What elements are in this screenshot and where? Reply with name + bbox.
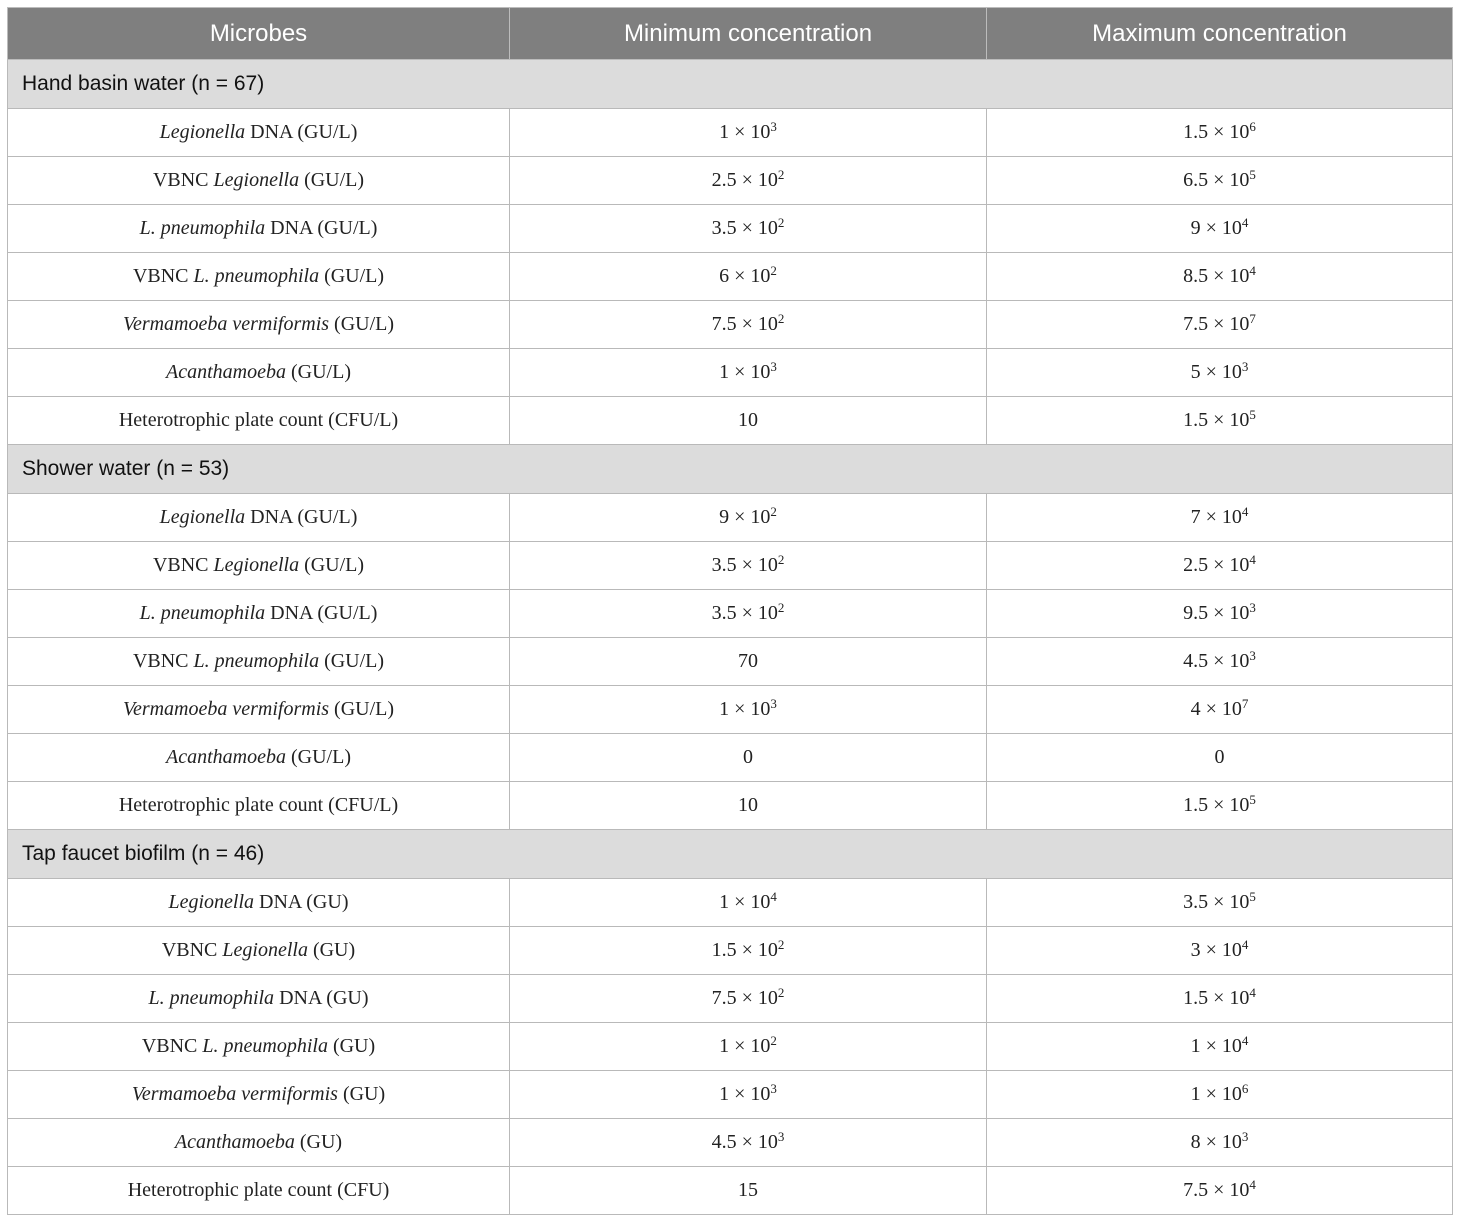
scientific-value <box>719 1035 777 1057</box>
minimum-concentration-cell <box>510 494 987 542</box>
exponent: 4 <box>1241 1033 1249 1048</box>
maximum-concentration-cell <box>987 1119 1453 1167</box>
table-row <box>8 1071 1453 1119</box>
exponent: 4 <box>770 889 777 904</box>
minimum-concentration-cell <box>510 205 987 253</box>
scientific-value <box>1183 602 1256 624</box>
section-title: Shower water (n = 53) <box>8 445 1453 494</box>
maximum-concentration-cell <box>987 494 1453 542</box>
table-row <box>8 782 1453 830</box>
times-ten: × 10 <box>1208 987 1250 1009</box>
microbe-cell <box>8 879 510 927</box>
scientific-value <box>1183 1179 1256 1201</box>
times-ten: × 10 <box>729 506 771 528</box>
microbe-text: (GU/L) <box>286 361 351 383</box>
microbe-cell <box>8 782 510 830</box>
microbe-text: (GU/L) <box>286 746 351 768</box>
table-row <box>8 879 1453 927</box>
scientific-value <box>712 1131 785 1153</box>
mantissa: 1 <box>719 361 730 383</box>
minimum-concentration-cell <box>510 686 987 734</box>
maximum-concentration-cell <box>987 542 1453 590</box>
microbe-text: VBNC <box>141 1035 203 1057</box>
microbe-name-italic: Legionella <box>213 169 300 191</box>
times-ten: × 10 <box>1200 217 1242 239</box>
mantissa: 9.5 <box>1183 602 1209 624</box>
mantissa: 7 <box>1190 506 1201 528</box>
section-header-row <box>8 445 1453 494</box>
scientific-value <box>712 217 785 239</box>
mantissa: 9 <box>1190 217 1201 239</box>
microbe-text: Heterotrophic plate count (CFU/L) <box>118 794 399 816</box>
exponent: 7 <box>1241 696 1249 711</box>
microbe-name-italic: Vermamoeba vermiformis <box>131 1083 338 1105</box>
times-ten: × 10 <box>729 121 771 143</box>
exponent: 2 <box>777 167 785 182</box>
mantissa: 8.5 <box>1183 265 1209 287</box>
table-row <box>8 349 1453 397</box>
scientific-value <box>1183 121 1256 143</box>
scientific-value <box>1183 650 1256 672</box>
table-row <box>8 542 1453 590</box>
mantissa: 6 <box>719 265 730 287</box>
exponent: 6 <box>1241 1081 1249 1096</box>
minimum-concentration-cell <box>510 782 987 830</box>
minimum-concentration-cell <box>510 397 987 445</box>
microbe-text: DNA (GU/L) <box>245 506 358 528</box>
minimum-concentration-cell <box>510 638 987 686</box>
microbe-cell <box>8 494 510 542</box>
value-text: 70 <box>738 650 758 672</box>
mantissa: 1 <box>1190 1035 1201 1057</box>
microbe-name-italic: Legionella <box>222 939 308 961</box>
minimum-concentration-cell <box>510 1167 987 1215</box>
exponent: 2 <box>777 552 785 567</box>
microbe-cell <box>8 1023 510 1071</box>
concentration-table <box>7 7 1453 1215</box>
microbe-text: (GU) <box>337 1083 386 1105</box>
microbe-text: DNA (GU/L) <box>265 217 378 239</box>
microbe-text: (GU) <box>294 1131 343 1153</box>
mantissa: 7.5 <box>1183 1179 1209 1201</box>
microbe-name-italic: Legionella <box>159 121 246 143</box>
times-ten: × 10 <box>1208 554 1250 576</box>
maximum-concentration-cell <box>987 301 1453 349</box>
times-ten: × 10 <box>1208 121 1250 143</box>
exponent: 2 <box>777 600 785 615</box>
times-ten: × 10 <box>1208 891 1250 913</box>
microbe-cell <box>8 975 510 1023</box>
maximum-concentration-cell <box>987 397 1453 445</box>
microbe-text: VBNC <box>152 169 214 191</box>
mantissa: 1 <box>719 891 730 913</box>
times-ten: × 10 <box>1208 265 1250 287</box>
scientific-value <box>1191 217 1249 239</box>
scientific-value <box>712 987 785 1009</box>
microbe-text: DNA (GU) <box>274 987 369 1009</box>
exponent: 4 <box>1249 1177 1256 1192</box>
scientific-value <box>1183 409 1256 431</box>
times-ten: × 10 <box>1208 409 1250 431</box>
maximum-concentration-cell <box>987 109 1453 157</box>
maximum-concentration-cell <box>987 253 1453 301</box>
times-ten: × 10 <box>736 939 778 961</box>
mantissa: 2.5 <box>1183 554 1209 576</box>
table-header <box>8 8 1453 60</box>
microbe-text: DNA (GU) <box>254 891 349 913</box>
microbe-cell <box>8 1167 510 1215</box>
exponent: 5 <box>1249 889 1256 904</box>
minimum-concentration-cell <box>510 975 987 1023</box>
microbe-text: Heterotrophic plate count (CFU/L) <box>118 409 399 431</box>
header-maximum-concentration: Maximum concentration <box>987 8 1453 60</box>
table-row <box>8 253 1453 301</box>
times-ten: × 10 <box>1208 169 1250 191</box>
scientific-value <box>1191 939 1249 961</box>
exponent: 3 <box>777 1129 785 1144</box>
microbe-cell <box>8 1071 510 1119</box>
maximum-concentration-cell <box>987 157 1453 205</box>
microbe-text: (GU) <box>307 939 356 961</box>
minimum-concentration-cell <box>510 879 987 927</box>
scientific-value <box>1183 794 1256 816</box>
scientific-value <box>1183 313 1256 335</box>
times-ten: × 10 <box>1200 1131 1242 1153</box>
minimum-concentration-cell <box>510 1071 987 1119</box>
times-ten: × 10 <box>729 698 771 720</box>
microbe-text: VBNC <box>161 939 223 961</box>
times-ten: × 10 <box>736 169 778 191</box>
mantissa: 3.5 <box>711 602 737 624</box>
table-row <box>8 301 1453 349</box>
times-ten: × 10 <box>729 1035 771 1057</box>
maximum-concentration-cell <box>987 638 1453 686</box>
microbe-cell <box>8 349 510 397</box>
times-ten: × 10 <box>1200 361 1242 383</box>
microbe-text: (GU) <box>327 1035 376 1057</box>
exponent: 2 <box>777 985 785 1000</box>
mantissa: 4 <box>1190 698 1201 720</box>
exponent: 3 <box>1249 648 1256 663</box>
maximum-concentration-cell <box>987 349 1453 397</box>
exponent: 5 <box>1249 167 1256 182</box>
section-title: Hand basin water (n = 67) <box>8 60 1453 109</box>
exponent: 4 <box>1241 215 1249 230</box>
mantissa: 1 <box>719 698 730 720</box>
maximum-concentration-cell <box>987 1023 1453 1071</box>
microbe-name-italic: L. pneumophila <box>193 265 320 287</box>
microbe-name-italic: Acanthamoeba <box>166 361 286 383</box>
minimum-concentration-cell <box>510 349 987 397</box>
maximum-concentration-cell <box>987 879 1453 927</box>
microbe-cell <box>8 686 510 734</box>
microbe-name-italic: Acanthamoeba <box>166 746 286 768</box>
times-ten: × 10 <box>729 891 771 913</box>
microbe-text: (GU/L) <box>319 265 385 287</box>
times-ten: × 10 <box>736 217 778 239</box>
exponent: 3 <box>770 359 777 374</box>
microbe-name-italic: L. pneumophila <box>139 602 266 624</box>
exponent: 6 <box>1249 119 1256 134</box>
mantissa: 7.5 <box>1183 313 1209 335</box>
exponent: 3 <box>770 119 777 134</box>
exponent: 2 <box>777 215 785 230</box>
microbe-text: (GU/L) <box>299 554 365 576</box>
table-row <box>8 686 1453 734</box>
times-ten: × 10 <box>1200 1035 1242 1057</box>
times-ten: × 10 <box>1208 313 1250 335</box>
scientific-value <box>1183 891 1256 913</box>
microbe-name-italic: Vermamoeba vermiformis <box>122 698 330 720</box>
microbe-name-italic: L. pneumophila <box>202 1035 328 1057</box>
times-ten: × 10 <box>1208 794 1250 816</box>
exponent: 2 <box>777 937 785 952</box>
scientific-value <box>719 891 777 913</box>
exponent: 4 <box>1249 263 1256 278</box>
maximum-concentration-cell <box>987 927 1453 975</box>
minimum-concentration-cell <box>510 542 987 590</box>
exponent: 4 <box>1249 552 1256 567</box>
mantissa: 3 <box>1190 939 1201 961</box>
table-row <box>8 205 1453 253</box>
scientific-value <box>712 169 785 191</box>
microbe-name-italic: Legionella <box>213 554 300 576</box>
mantissa: 7.5 <box>711 987 737 1009</box>
microbe-name-italic: L. pneumophila <box>148 987 275 1009</box>
times-ten: × 10 <box>729 1083 771 1105</box>
table-row <box>8 734 1453 782</box>
table-row <box>8 157 1453 205</box>
minimum-concentration-cell <box>510 590 987 638</box>
times-ten: × 10 <box>736 1131 778 1153</box>
mantissa: 1.5 <box>1183 794 1209 816</box>
mantissa: 1 <box>1190 1083 1201 1105</box>
scientific-value <box>712 602 785 624</box>
scientific-value <box>1191 506 1249 528</box>
minimum-concentration-cell <box>510 157 987 205</box>
minimum-concentration-cell <box>510 109 987 157</box>
exponent: 3 <box>1249 600 1256 615</box>
scientific-value <box>712 313 785 335</box>
maximum-concentration-cell <box>987 590 1453 638</box>
value-text: 10 <box>738 409 758 431</box>
mantissa: 1 <box>719 121 730 143</box>
scientific-value <box>719 121 777 143</box>
microbe-text: VBNC <box>132 265 194 287</box>
microbe-text: (GU/L) <box>329 313 395 335</box>
microbe-cell <box>8 734 510 782</box>
microbe-name-italic: L. pneumophila <box>193 650 320 672</box>
microbe-text: DNA (GU/L) <box>265 602 378 624</box>
microbe-cell <box>8 301 510 349</box>
exponent: 2 <box>777 311 785 326</box>
maximum-concentration-cell <box>987 975 1453 1023</box>
exponent: 2 <box>770 1033 777 1048</box>
maximum-concentration-cell <box>987 1167 1453 1215</box>
times-ten: × 10 <box>729 361 771 383</box>
minimum-concentration-cell <box>510 734 987 782</box>
times-ten: × 10 <box>736 313 778 335</box>
times-ten: × 10 <box>1200 1083 1242 1105</box>
mantissa: 3.5 <box>711 554 737 576</box>
scientific-value <box>712 554 785 576</box>
header-microbes: Microbes <box>8 8 510 60</box>
times-ten: × 10 <box>1208 650 1250 672</box>
scientific-value <box>1183 554 1256 576</box>
table-row <box>8 590 1453 638</box>
mantissa: 4.5 <box>1183 650 1209 672</box>
value-text: 10 <box>738 794 758 816</box>
minimum-concentration-cell <box>510 253 987 301</box>
exponent: 3 <box>1241 359 1249 374</box>
microbe-text: VBNC <box>152 554 214 576</box>
exponent: 3 <box>1241 1129 1249 1144</box>
table-row <box>8 109 1453 157</box>
maximum-concentration-cell <box>987 1071 1453 1119</box>
microbe-text: Heterotrophic plate count (CFU) <box>127 1179 390 1201</box>
scientific-value <box>719 265 777 287</box>
mantissa: 1.5 <box>1183 121 1209 143</box>
scientific-value <box>719 698 777 720</box>
header-row <box>8 8 1453 60</box>
microbe-name-italic: Legionella <box>159 506 246 528</box>
mantissa: 8 <box>1190 1131 1201 1153</box>
mantissa: 1.5 <box>1183 409 1209 431</box>
microbe-cell <box>8 638 510 686</box>
mantissa: 5 <box>1190 361 1201 383</box>
times-ten: × 10 <box>736 987 778 1009</box>
table-row <box>8 1119 1453 1167</box>
microbe-cell <box>8 253 510 301</box>
mantissa: 2.5 <box>711 169 737 191</box>
mantissa: 9 <box>719 506 730 528</box>
mantissa: 3.5 <box>1183 891 1209 913</box>
mantissa: 4.5 <box>711 1131 737 1153</box>
mantissa: 3.5 <box>711 217 737 239</box>
microbe-cell <box>8 1119 510 1167</box>
microbe-text: (GU/L) <box>319 650 385 672</box>
minimum-concentration-cell <box>510 1119 987 1167</box>
exponent: 5 <box>1249 407 1256 422</box>
microbe-cell <box>8 205 510 253</box>
mantissa: 1 <box>719 1083 730 1105</box>
value-text: 0 <box>1214 746 1225 768</box>
table-row <box>8 494 1453 542</box>
section-header-row <box>8 60 1453 109</box>
section-title: Tap faucet biofilm (n = 46) <box>8 830 1453 879</box>
value-text: 15 <box>738 1179 758 1201</box>
scientific-value <box>1191 1131 1249 1153</box>
scientific-value <box>719 1083 777 1105</box>
microbe-cell <box>8 397 510 445</box>
scientific-value <box>719 506 777 528</box>
maximum-concentration-cell <box>987 782 1453 830</box>
header-minimum-concentration: Minimum concentration <box>510 8 987 60</box>
table-row <box>8 927 1453 975</box>
mantissa: 1.5 <box>1183 987 1209 1009</box>
scientific-value <box>1183 169 1256 191</box>
exponent: 4 <box>1249 985 1256 1000</box>
scientific-value <box>1191 698 1249 720</box>
table-row <box>8 975 1453 1023</box>
table-row <box>8 397 1453 445</box>
section-header-row <box>8 830 1453 879</box>
maximum-concentration-cell <box>987 205 1453 253</box>
scientific-value <box>1191 1083 1249 1105</box>
times-ten: × 10 <box>729 265 771 287</box>
times-ten: × 10 <box>1208 1179 1250 1201</box>
exponent: 5 <box>1249 792 1256 807</box>
microbe-text: DNA (GU/L) <box>245 121 358 143</box>
times-ten: × 10 <box>1200 506 1242 528</box>
mantissa: 1 <box>719 1035 730 1057</box>
mantissa: 1.5 <box>711 939 737 961</box>
microbe-text: VBNC <box>132 650 194 672</box>
mantissa: 7.5 <box>711 313 737 335</box>
scientific-value <box>719 361 777 383</box>
exponent: 3 <box>770 1081 777 1096</box>
exponent: 4 <box>1241 937 1249 952</box>
times-ten: × 10 <box>1200 698 1242 720</box>
microbe-cell <box>8 590 510 638</box>
minimum-concentration-cell <box>510 927 987 975</box>
microbe-cell <box>8 109 510 157</box>
maximum-concentration-cell <box>987 734 1453 782</box>
times-ten: × 10 <box>736 554 778 576</box>
table-body <box>8 60 1453 1215</box>
minimum-concentration-cell <box>510 1023 987 1071</box>
scientific-value <box>1183 265 1256 287</box>
scientific-value <box>1191 1035 1249 1057</box>
scientific-value <box>712 939 785 961</box>
microbe-text: (GU/L) <box>329 698 395 720</box>
value-text: 0 <box>743 746 753 768</box>
microbe-cell <box>8 927 510 975</box>
microbe-name-italic: Vermamoeba vermiformis <box>122 313 330 335</box>
times-ten: × 10 <box>1200 939 1242 961</box>
microbe-name-italic: L. pneumophila <box>139 217 266 239</box>
scientific-value <box>1191 361 1249 383</box>
exponent: 2 <box>770 504 777 519</box>
scientific-value <box>1183 987 1256 1009</box>
maximum-concentration-cell <box>987 686 1453 734</box>
table-row <box>8 638 1453 686</box>
mantissa: 6.5 <box>1183 169 1209 191</box>
microbe-name-italic: Legionella <box>168 891 255 913</box>
microbe-cell <box>8 542 510 590</box>
microbe-name-italic: Acanthamoeba <box>174 1131 295 1153</box>
times-ten: × 10 <box>1208 602 1250 624</box>
exponent: 4 <box>1241 504 1249 519</box>
exponent: 7 <box>1249 311 1256 326</box>
exponent: 2 <box>770 263 777 278</box>
table-row <box>8 1167 1453 1215</box>
exponent: 3 <box>770 696 777 711</box>
microbe-cell <box>8 157 510 205</box>
minimum-concentration-cell <box>510 301 987 349</box>
microbe-text: (GU/L) <box>299 169 365 191</box>
table-row <box>8 1023 1453 1071</box>
times-ten: × 10 <box>736 602 778 624</box>
